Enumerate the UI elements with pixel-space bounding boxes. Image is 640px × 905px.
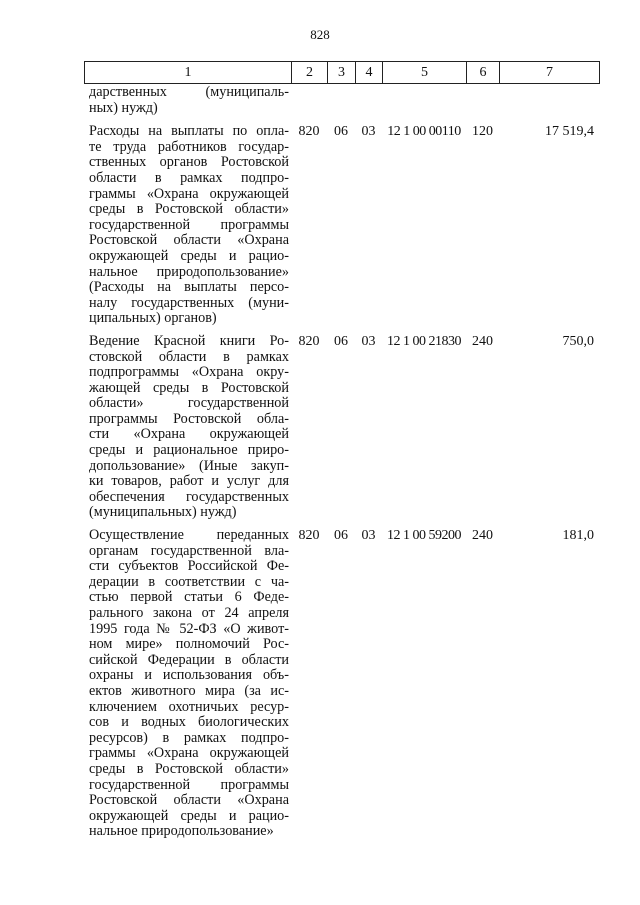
- header-col-2: 2: [292, 62, 328, 84]
- description-line: Ведение Красной книги Ро-: [89, 332, 289, 349]
- description-line: граммы «Охрана окружающей: [89, 745, 289, 762]
- table-header: [84, 61, 600, 84]
- ministry-code: 820: [298, 333, 320, 349]
- ministry-code: 820: [298, 124, 320, 140]
- description-line: (Расходы на выплаты персо-: [89, 279, 289, 296]
- header-col-1: 1: [85, 62, 292, 84]
- description-line: среды и рациональное приро-: [89, 442, 289, 459]
- target-article-code: 12 1 00 59200: [387, 528, 461, 544]
- subsection-code: 03: [361, 124, 376, 140]
- expense-type-code: 240: [472, 333, 493, 349]
- description-line: органам государственной вла-: [89, 542, 289, 559]
- description-line: 1995 года № 52-ФЗ «О живот-: [89, 620, 289, 637]
- description-line: окружающей среды и рацио-: [89, 247, 289, 264]
- description-line: Осуществление переданных: [89, 527, 289, 544]
- description-line: нальное природопользование»: [89, 823, 274, 840]
- description-line: сийской Федерации в области: [89, 651, 289, 668]
- description-line: программы Ростовской обла-: [89, 410, 289, 427]
- subsection-code: 03: [361, 333, 376, 349]
- description-line: Ростовской области «Охрана: [89, 792, 289, 809]
- description-line: ки товаров, работ и услуг для: [89, 473, 289, 490]
- description-line: ственных органов Ростовской: [89, 154, 289, 171]
- description-line: сти «Охрана окружающей: [89, 426, 289, 443]
- description-line: дерации в соответствии с ча-: [89, 573, 289, 590]
- table-row: [84, 334, 600, 521]
- target-article-code: 12 1 00 00110: [387, 124, 461, 140]
- description-line: сти субъектов Российской Фе-: [89, 558, 289, 575]
- description-line: ципальных) органов): [89, 310, 217, 327]
- subsection-code: 03: [361, 528, 376, 544]
- description-line: государственной программы: [89, 216, 289, 233]
- description-line: ключением охотничьих ресур-: [89, 698, 289, 715]
- description-line: ектов животного мира (за ис-: [89, 682, 289, 699]
- description-line: ресурсов) в рамках подпро-: [89, 729, 289, 746]
- description-line: обеспечения государственных: [89, 488, 289, 505]
- description-line: дарственных (муниципаль-: [89, 84, 289, 100]
- expense-type-code: 120: [472, 124, 493, 140]
- description-line: области в рамках подпро-: [89, 169, 289, 186]
- row-description: [84, 85, 291, 116]
- description-line: стовской области в рамках: [89, 348, 289, 365]
- target-article-code: 12 1 00 21830: [387, 333, 461, 349]
- description-line: Расходы на выплаты по опла-: [89, 123, 289, 140]
- section-code: 06: [334, 528, 348, 544]
- description-line: ных) нужд): [89, 99, 158, 116]
- header-col-4: 4: [356, 62, 383, 84]
- description-line: те труда работников государ-: [89, 138, 289, 155]
- description-line: государственной программы: [89, 776, 289, 793]
- description-line: рального закона от 24 апреля: [89, 605, 289, 621]
- expense-type-code: 240: [472, 528, 493, 544]
- description-line: ном мире» полномочий Рос-: [89, 636, 289, 653]
- description-line: подпрограммы «Охрана окру-: [89, 364, 289, 381]
- description-line: окружающей среды и рацио-: [89, 807, 289, 824]
- header-col-7: 7: [500, 62, 600, 84]
- row-description: [84, 528, 291, 840]
- section-code: 06: [334, 124, 348, 140]
- description-line: среды в Ростовской области»: [89, 760, 289, 777]
- description-line: сов и водных биологических: [89, 714, 289, 731]
- table-row: [84, 528, 600, 840]
- description-line: граммы «Охрана окружающей: [89, 185, 289, 202]
- amount: 750,0: [562, 333, 594, 349]
- amount: 181,0: [562, 528, 594, 544]
- description-line: допользование» (Иные закуп-: [89, 457, 289, 474]
- table-body: [84, 85, 600, 847]
- ministry-code: 820: [298, 528, 320, 544]
- description-line: охраны и использования объ-: [89, 667, 289, 684]
- description-line: нальное природопользование»: [89, 263, 289, 280]
- header-col-3: 3: [328, 62, 356, 84]
- table-row: [84, 85, 600, 116]
- row-description: [84, 124, 291, 327]
- header-col-5: 5: [383, 62, 467, 84]
- description-line: налу государственных (муни-: [89, 294, 289, 311]
- table-row: [84, 124, 600, 327]
- description-line: области» государственной: [89, 395, 289, 412]
- header-col-6: 6: [467, 62, 500, 84]
- description-line: (муниципальных) нужд): [89, 504, 237, 521]
- row-description: [84, 334, 291, 521]
- page-number: 828: [310, 27, 330, 42]
- description-line: Ростовской области «Охрана: [89, 232, 289, 249]
- section-code: 06: [334, 333, 348, 349]
- description-line: жающей среды в Ростовской: [89, 379, 289, 396]
- description-line: стью первой статьи 6 Феде-: [89, 589, 289, 606]
- description-line: среды в Ростовской области»: [89, 201, 289, 218]
- amount: 17 519,4: [545, 124, 594, 140]
